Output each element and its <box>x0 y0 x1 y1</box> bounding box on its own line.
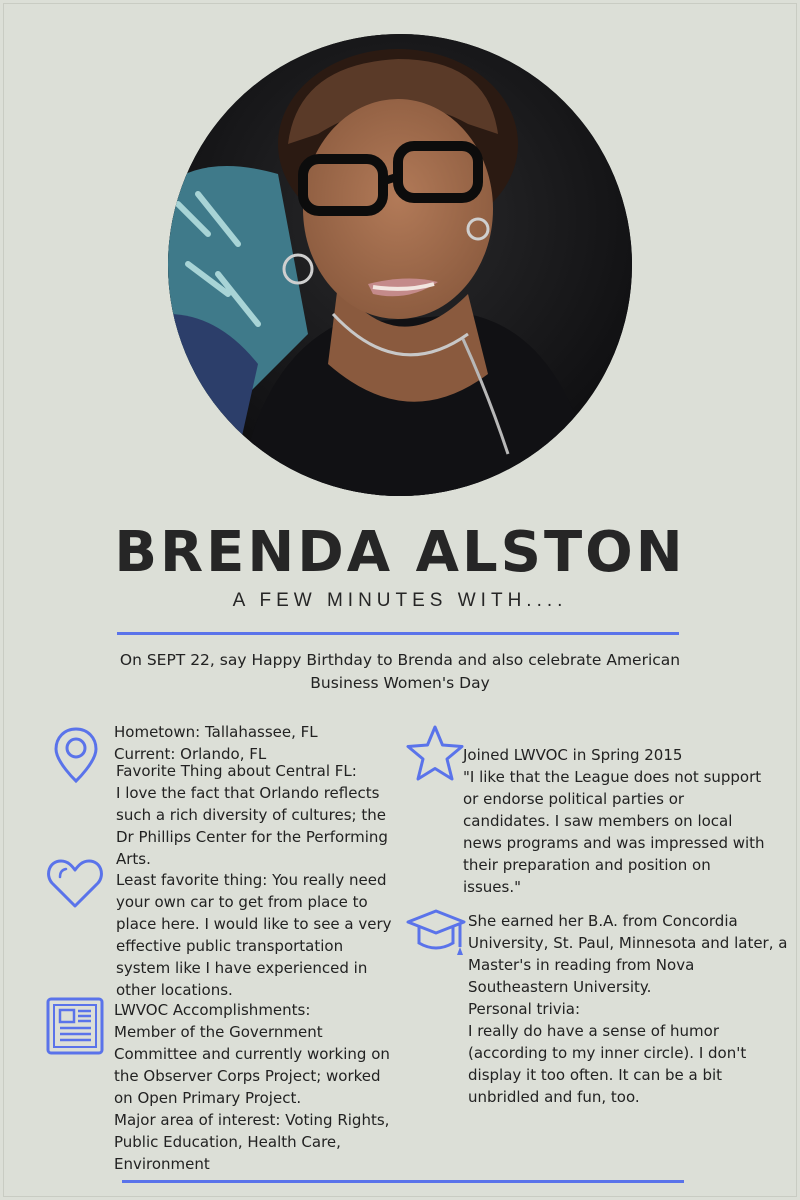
divider-top <box>117 632 679 635</box>
graduation-cap-icon <box>405 907 467 961</box>
favorite-thing-text: Favorite Thing about Central FL: I love the fact that Orlando reflects such a rich diversity of cultures; the Dr Phillips Center for the Performing Arts. <box>116 762 388 868</box>
profile-name: BRENDA ALSTON <box>114 520 686 585</box>
star-icon <box>405 724 465 782</box>
divider-bottom <box>122 1180 684 1183</box>
current-city-text: Current: Orlando, FL <box>114 745 267 763</box>
hometown-text: Hometown: Tallahassee, FL <box>114 723 318 741</box>
heart-icon <box>46 857 104 909</box>
profile-subtitle: A FEW MINUTES WITH.... <box>232 590 568 611</box>
newspaper-icon <box>46 997 104 1055</box>
joined-quote-text: Joined LWVOC in Spring 2015 "I like that the League does not support or endorse political parties or candidates. I saw members on local news programs and was impressed with their preparation and position on issues." <box>463 746 765 896</box>
birthday-note: On SEPT 22, say Happy Birthday to Brenda and also celebrate American Business Women's Day <box>119 651 681 692</box>
education-trivia-text: She earned her B.A. from Concordia University, St. Paul, Minnesota and later, a Master's in reading from Nova Southeastern University. Personal trivia: I really do have a sense of humor (according to my inner circle). I don't display it too often. It can be a bit unbridled and fun, too. <box>468 912 788 1106</box>
least-favorite-text: Least favorite thing: You really need your own car to get from place to place here. I would like to see a very effective public transportation system like I have experienced in other locations. <box>116 871 392 999</box>
location-pin-icon <box>52 726 100 784</box>
profile-photo <box>168 34 632 496</box>
accomplishments-text: LWVOC Accomplishments: Member of the Government Committee and currently working on the Observer Corps Project; worked on Open Primary Project. Major area of interest: Voting Rights, Public Education, Health Care, Environment <box>114 1001 390 1173</box>
